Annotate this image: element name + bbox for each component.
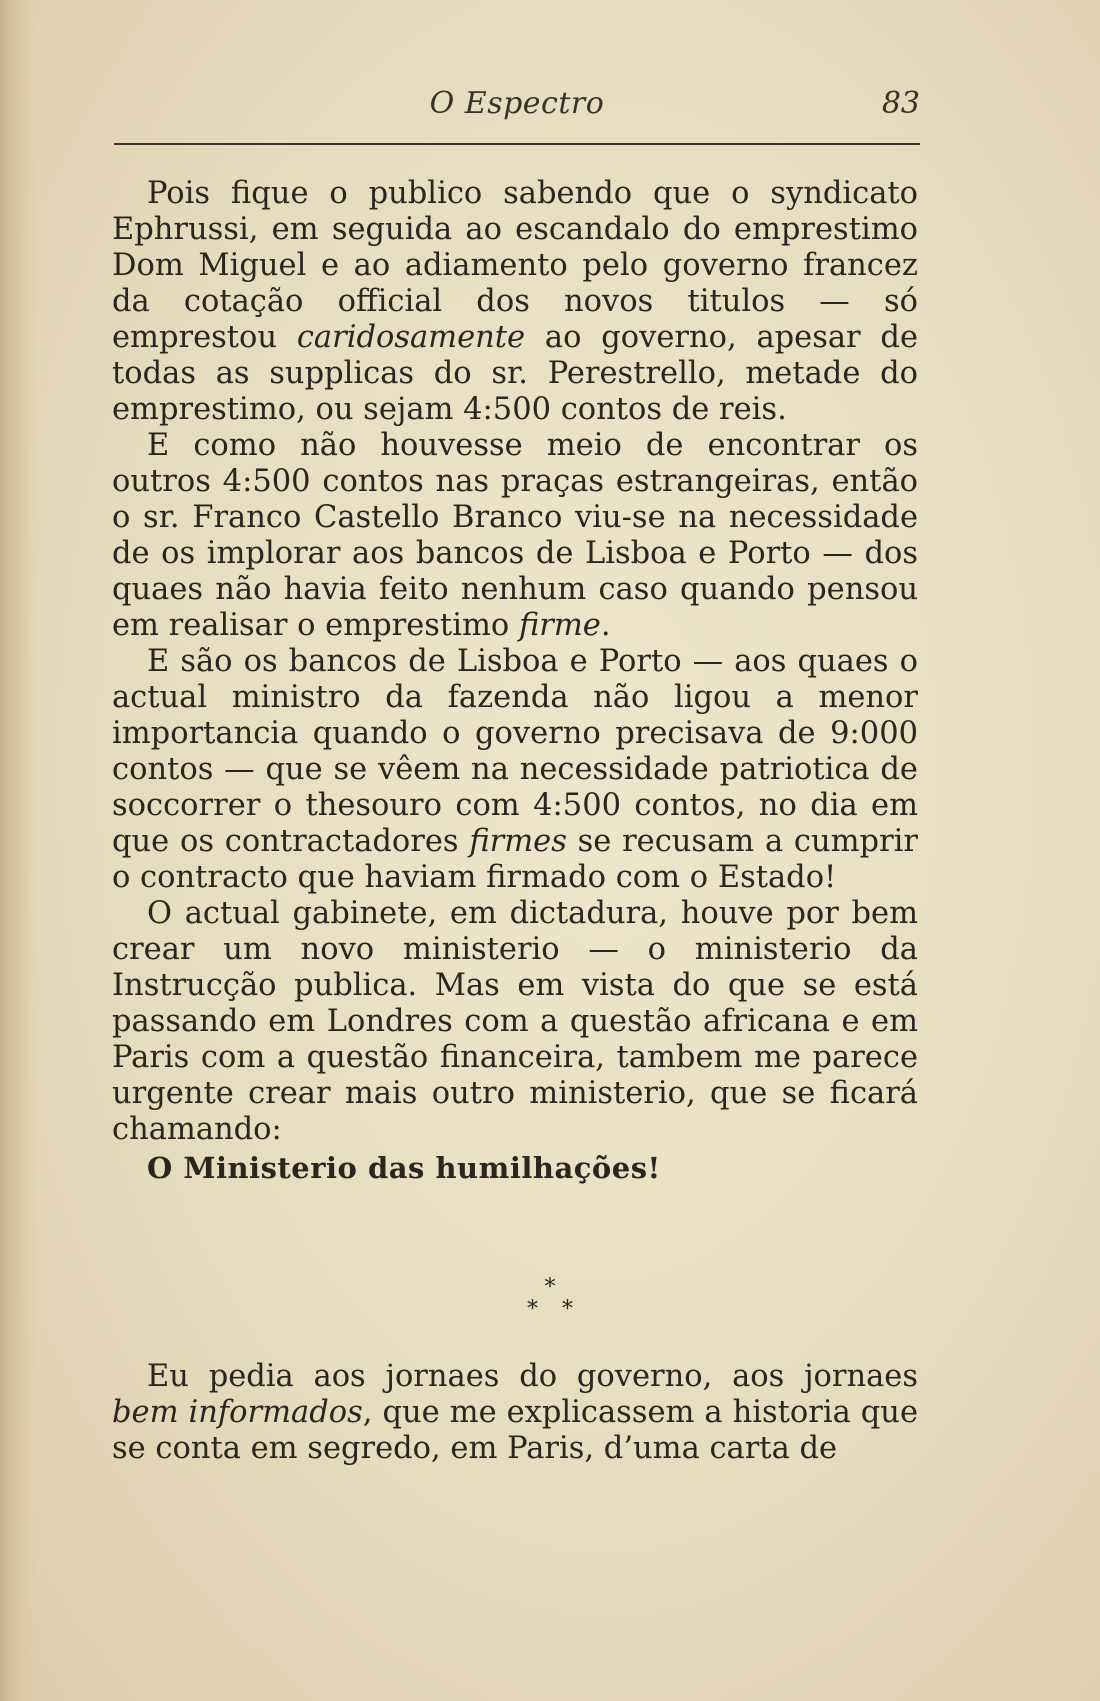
running-title: O Espectro [429, 86, 605, 121]
paragraph-2 [112, 428, 918, 644]
paragraph-1-part-b: ao governo, apesar de todas as supplicas do sr. Perestrello, metade do emprestimo, ou sejam 4:500 contos de reis. [112, 320, 918, 427]
asterism-bottom-row [0, 1299, 1100, 1321]
body-text [112, 176, 918, 1188]
paragraph-4: O actual gabinete, em dictadura, houve por bem crear um novo ministerio — o ministerio da Instrucção publica. Mas em vista do que se está passando em Londres com a questão africana e em Paris com a questão financeira, tambem me parece urgente crear mais outro ministerio, que se ficará chamando: [112, 896, 918, 1147]
paragraph-3-italic: firmes [469, 824, 567, 859]
asterism-left-star: * [527, 1297, 538, 1322]
paragraph-2-italic: firme [518, 608, 601, 643]
paragraph-3-part-b: se recusam a cumprir o contracto que haviam firmado com o Estado! [112, 824, 918, 895]
page-spine-shadow [0, 0, 36, 1701]
asterism-separator [0, 1277, 1100, 1327]
paragraph-5-italic: bem informados [112, 1395, 363, 1430]
paragraph-1 [112, 176, 918, 428]
paragraph-5-part-b: , que me explicassem a historia que se conta em segredo, em Paris, d’uma carta de [112, 1395, 919, 1466]
running-header [114, 86, 920, 126]
section-heading: O Ministerio das humilhações! [147, 1151, 661, 1185]
paragraph-1-part-a: Pois fique o publico sabendo que o syndicato Ephrussi, em seguida ao escandalo do emprestimo Dom Miguel e ao adiamento pelo governo francez da cotação official dos novos titulos — só emprestou [112, 176, 918, 355]
body-text-continued [112, 1359, 918, 1467]
paragraph-5 [112, 1359, 918, 1467]
asterism-top-star: * [544, 1275, 556, 1300]
page-number: 83 [881, 86, 920, 121]
paragraph-2-part-a: E como não houvesse meio de encontrar os outros 4:500 contos nas praças estrangeiras, então o sr. Franco Castello Branco viu-se na necessidade de os implorar aos bancos de Lisboa e Porto — dos quaes não havia feito nenhum caso quando pensou em realisar o emprestimo [112, 428, 918, 643]
paragraph-3 [112, 644, 918, 896]
paragraph-2-part-b: . [600, 608, 611, 643]
paragraph-5-part-a: Eu pedia aos jornaes do governo, aos jornaes [147, 1359, 918, 1394]
header-rule [114, 143, 920, 145]
asterism-right-star: * [562, 1297, 573, 1322]
paragraph-1-italic: caridosamente [296, 320, 526, 355]
paragraph-3-part-a: E são os bancos de Lisboa e Porto — aos quaes o actual ministro da fazenda não ligou a menor importancia quando o governo precisava de 9:000 contos — que se vêem na necessidade patriotica de soccorrer o thesouro com 4:500 contos, no dia em que os contractadores [112, 644, 918, 859]
